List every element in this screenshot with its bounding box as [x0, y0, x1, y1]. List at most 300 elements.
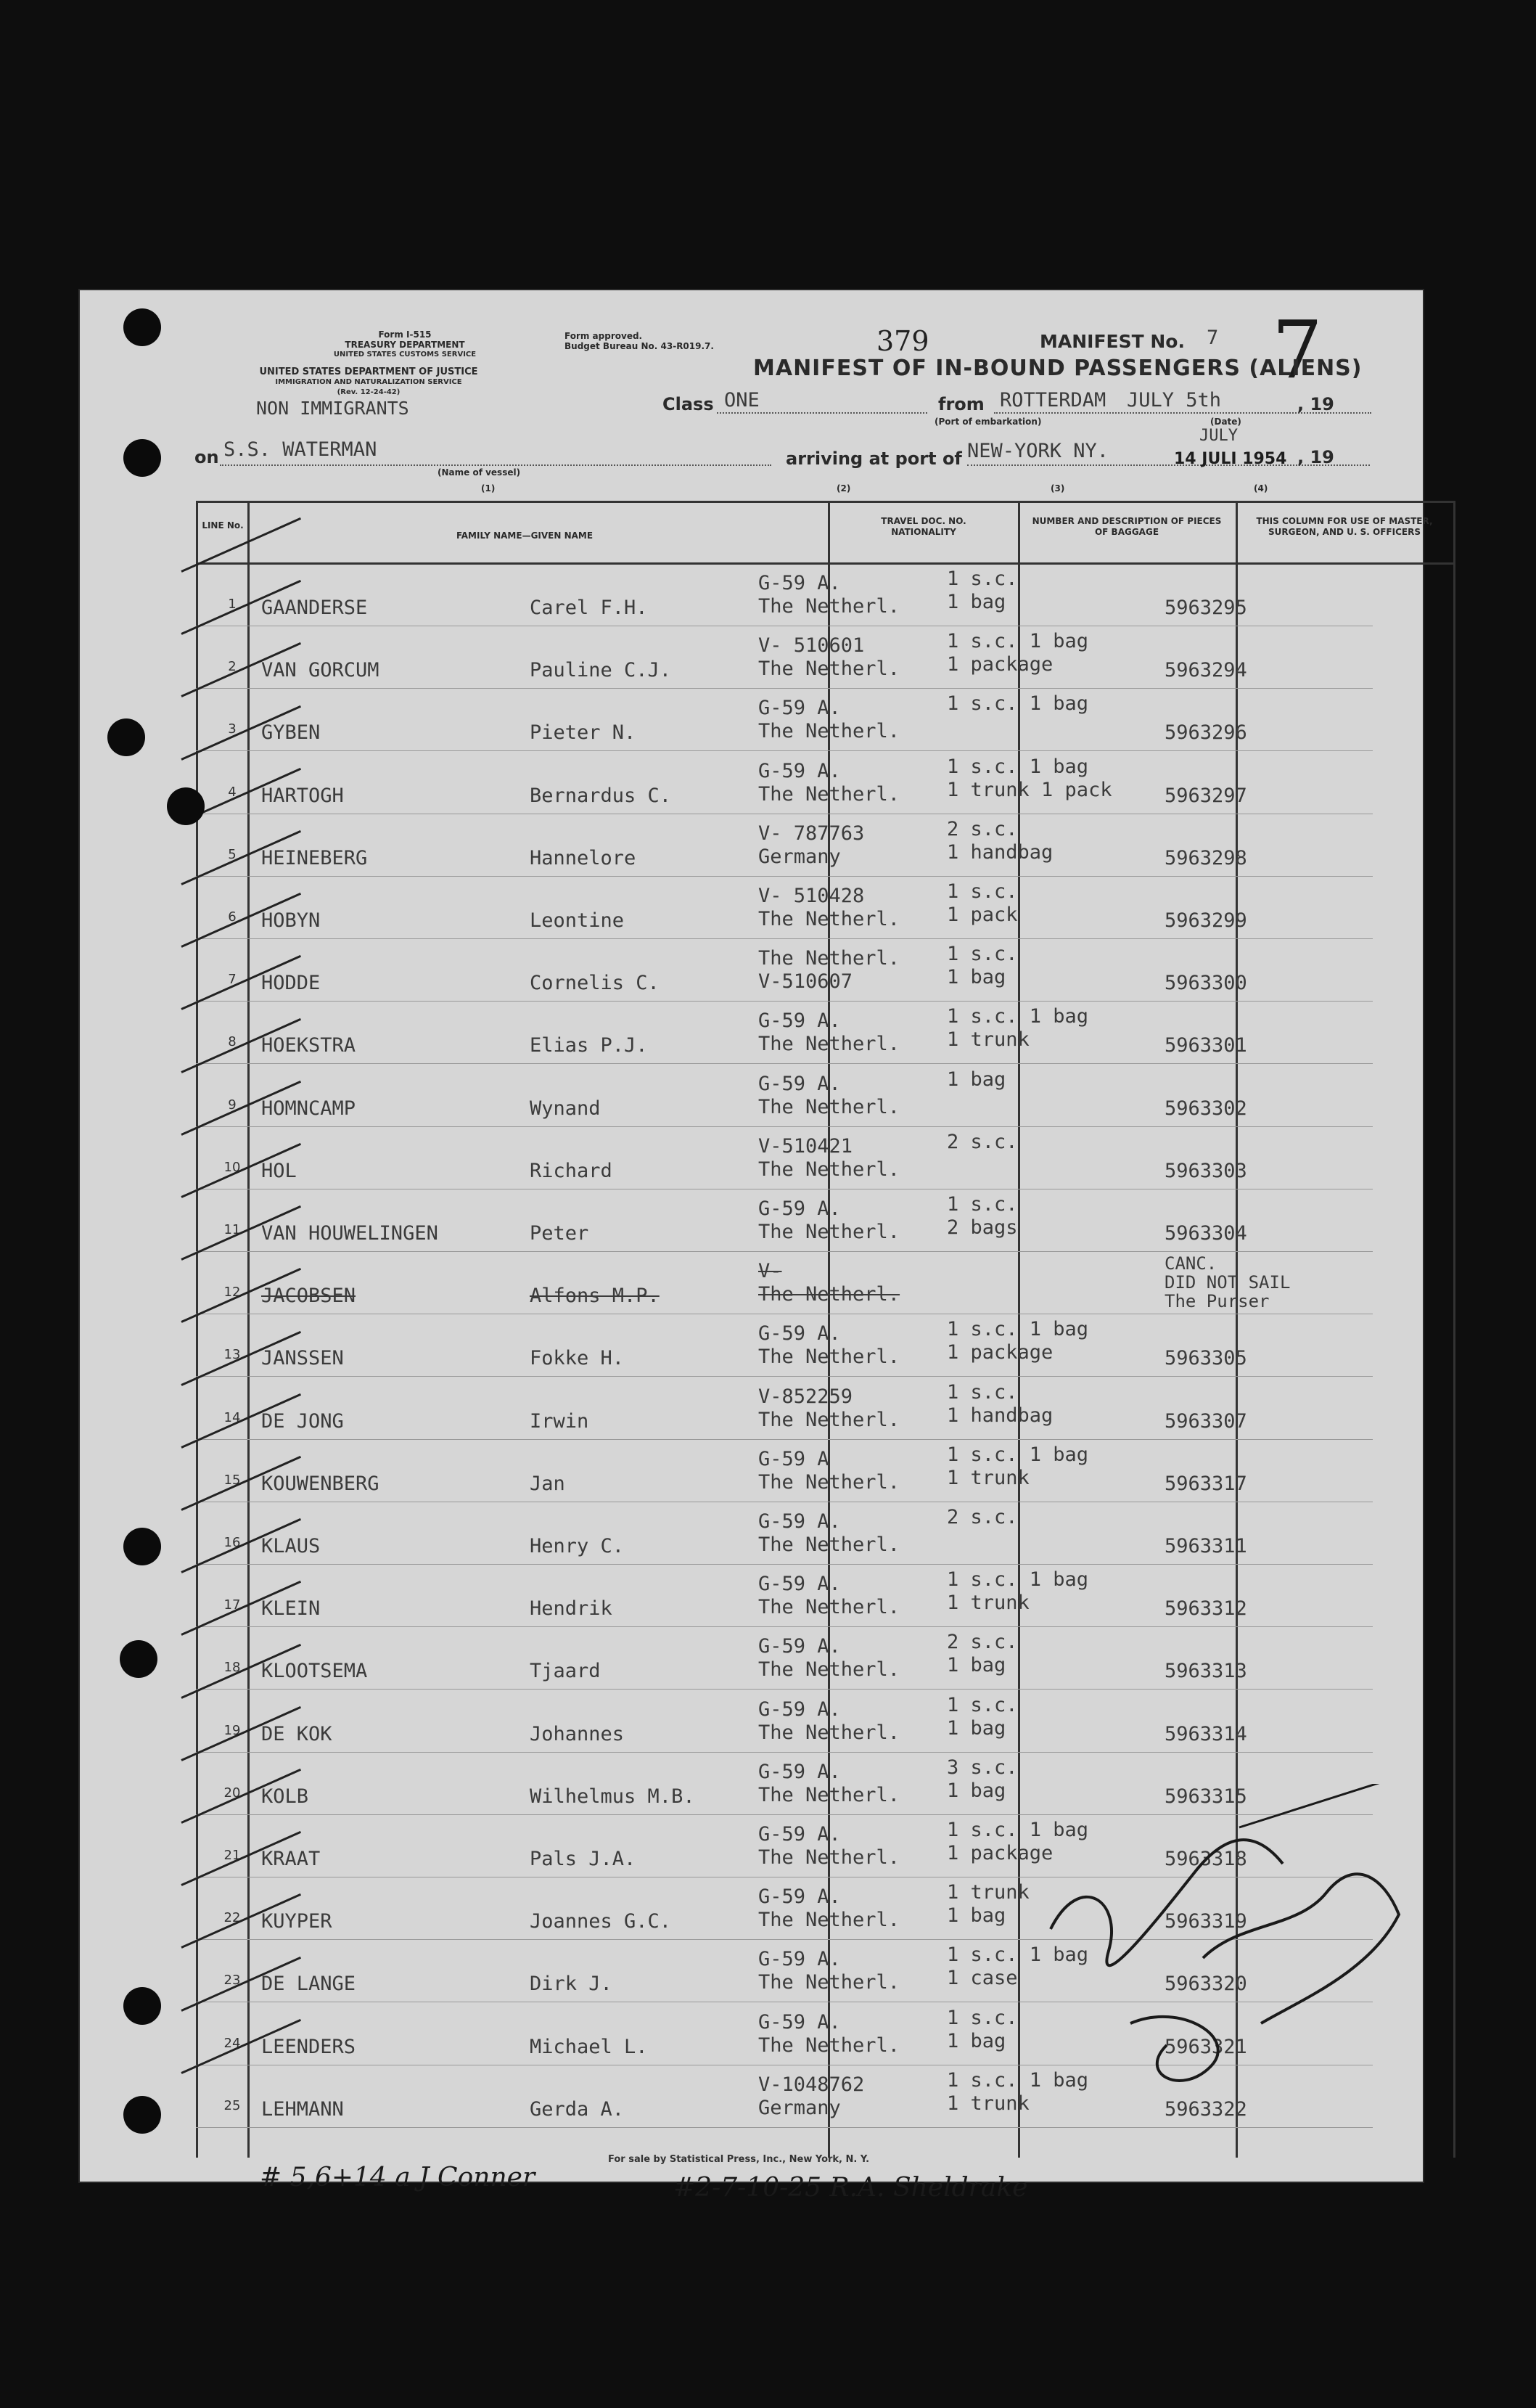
- binder-hole: [123, 1987, 161, 2025]
- officer-number: 5963297: [1165, 784, 1247, 807]
- line-number: 12: [223, 1285, 241, 1301]
- manifest-number: 7: [1207, 327, 1219, 349]
- family-name: GAANDERSE: [261, 597, 368, 619]
- baggage: [947, 1443, 1088, 1490]
- nationality: The Netherl.: [758, 658, 900, 681]
- baggage: [947, 880, 1018, 927]
- given-name: Gerda A.: [530, 2097, 625, 2121]
- year-label-2: , 19: [1297, 447, 1334, 467]
- baggage-line: 1 trunk: [947, 2092, 1030, 2115]
- table-row: [196, 876, 1373, 939]
- line-number: 18: [223, 1660, 241, 1676]
- baggage: [947, 943, 1018, 989]
- baggage: [947, 1381, 1053, 1428]
- baggage: [947, 568, 1018, 614]
- family-name: DE LANGE: [261, 1973, 356, 1996]
- travel-doc-number: G-59 A.: [758, 1510, 841, 1533]
- nationality: The Netherl.: [758, 1533, 900, 1556]
- binder-hole: [123, 2096, 161, 2134]
- line-number: 5: [228, 846, 237, 862]
- nationality: The Netherl.: [758, 2034, 900, 2057]
- travel-doc: [758, 697, 900, 743]
- officer-number: 5963299: [1165, 909, 1247, 932]
- line-number: 16: [223, 1535, 241, 1550]
- travel-doc-number: G-59 A.: [758, 1698, 841, 1721]
- officer-number: 5963313: [1165, 1660, 1247, 1683]
- baggage-line: 1 bag: [947, 1068, 1006, 1091]
- table-row: [196, 1189, 1373, 1252]
- baggage-line: 1 bag: [947, 1654, 1006, 1677]
- officer-number: 5963298: [1165, 846, 1247, 869]
- baggage-line: 2 s.c.: [947, 1130, 1018, 1153]
- line-number: 20: [223, 1785, 241, 1801]
- baggage-line: 1 package: [947, 653, 1054, 676]
- officer-number: 5963319: [1165, 1910, 1247, 1933]
- travel-doc: [758, 1135, 900, 1182]
- arrival-port: NEW-YORK NY.: [967, 440, 1109, 462]
- travel-doc: [758, 1698, 900, 1745]
- form-approved: Form approved.: [564, 331, 643, 341]
- nationality: The Netherl.: [758, 720, 900, 743]
- given-name: Carel F.H.: [530, 597, 648, 619]
- nationality: The Netherl.: [758, 782, 900, 806]
- baggage-line: 1 package: [947, 1842, 1054, 1864]
- nationality: Germany: [758, 845, 841, 868]
- officer-number: 5963318: [1165, 1848, 1247, 1870]
- table-row: [196, 1001, 1373, 1064]
- travel-doc-number: G-59 A.: [758, 1885, 841, 1909]
- line-number: 25: [223, 2097, 241, 2113]
- travel-doc: [758, 2011, 900, 2057]
- table-row: [196, 1251, 1373, 1314]
- travel-doc-number: G-59 A.: [758, 572, 841, 594]
- officer-number: 5963314: [1165, 1722, 1247, 1745]
- officer-number: 5963322: [1165, 2097, 1247, 2121]
- travel-doc-number: V- 510601: [758, 634, 865, 658]
- travel-doc-number: G-59 A.: [758, 1010, 841, 1033]
- line-number: 22: [223, 1910, 241, 1926]
- caption-3: (3): [1051, 483, 1065, 494]
- table-row: [196, 814, 1373, 877]
- baggage-line: 1 bag: [947, 591, 1006, 613]
- baggage-line: 1 s.c. 1 bag: [947, 1318, 1089, 1341]
- family-name: GYBEN: [261, 721, 321, 745]
- family-name: DE KOK: [261, 1722, 332, 1745]
- baggage: [947, 630, 1088, 676]
- officer-number: 5963312: [1165, 1597, 1247, 1621]
- line-number: 7: [228, 972, 237, 988]
- travel-doc-number: G-59 A.: [758, 697, 841, 720]
- table-row: [196, 1502, 1373, 1565]
- printer-credit: For sale by Statistical Press, Inc., New York, N. Y.: [608, 2154, 870, 2165]
- travel-doc-number: G-59 A.: [758, 1823, 841, 1846]
- binder-hole: [123, 308, 161, 346]
- family-name: JANSSEN: [261, 1347, 344, 1370]
- given-name: Bernardus C.: [530, 784, 672, 807]
- class-label: Class: [662, 394, 714, 414]
- on-label: on: [194, 447, 219, 467]
- baggage-line: 1 s.c.: [947, 943, 1018, 966]
- table-row: [196, 1626, 1373, 1690]
- travel-doc-number: G-59 A.: [758, 1322, 841, 1346]
- table-row: [196, 688, 1373, 751]
- line-number: 2: [228, 659, 237, 675]
- table-row: [196, 1439, 1373, 1502]
- line-number: 11: [223, 1222, 241, 1237]
- officer-number: 5963300: [1165, 972, 1247, 995]
- baggage-line: 1 handbag: [947, 1404, 1054, 1427]
- caption-4: (4): [1254, 483, 1268, 494]
- baggage-line: 2 bags: [947, 1216, 1018, 1239]
- travel-doc: [758, 1510, 900, 1557]
- given-name: Tjaard: [530, 1660, 601, 1683]
- given-name: Hendrik: [530, 1597, 612, 1621]
- family-name: KUYPER: [261, 1910, 332, 1933]
- family-name: VAN HOUWELINGEN: [261, 1222, 438, 1245]
- family-name: KLOOTSEMA: [261, 1660, 368, 1683]
- given-name: Richard: [530, 1159, 612, 1182]
- baggage-line: [947, 1529, 1018, 1552]
- family-name: HOL: [261, 1159, 297, 1182]
- travel-doc: [758, 1635, 900, 1682]
- baggage-line: 1 trunk: [947, 1592, 1030, 1615]
- travel-doc: [758, 1573, 900, 1619]
- travel-doc-number: G-59 A.: [758, 1573, 841, 1596]
- travel-doc: [758, 885, 900, 931]
- given-name: Leontine: [530, 909, 625, 932]
- line-number: 19: [223, 1722, 241, 1738]
- col-name: FAMILY NAME—GIVEN NAME: [456, 531, 594, 541]
- customs-label: UNITED STATES CUSTOMS SERVICE: [333, 351, 477, 359]
- officer-number: 5963294: [1165, 659, 1247, 682]
- handwritten-note-right: #2-7-10-25 R.A. Sheldrake: [673, 2173, 1028, 2203]
- line-number: 13: [223, 1347, 241, 1363]
- family-name: VAN GORCUM: [261, 659, 379, 682]
- nationality: The Netherl.: [758, 595, 900, 618]
- binder-hole: [123, 439, 161, 477]
- given-name: Elias P.J.: [530, 1034, 648, 1057]
- baggage: [947, 1756, 1018, 1803]
- baggage-line: 1 s.c. 1 bag: [947, 2068, 1089, 2092]
- nationality: The Netherl.: [758, 908, 900, 930]
- nationality: The Netherl.: [758, 1095, 900, 1118]
- baggage-line: 2 s.c.: [947, 817, 1018, 840]
- travel-doc-number: V-510421: [758, 1134, 853, 1158]
- inspector-signature: [1022, 1784, 1428, 2103]
- officer-number: 5963311: [1165, 1535, 1247, 1557]
- travel-doc-number: G-59 A.: [758, 759, 841, 782]
- given-name: Pieter N.: [530, 721, 636, 745]
- travel-doc-number: G-59 A.: [758, 1072, 841, 1095]
- family-name: LEHMANN: [261, 2097, 344, 2121]
- officer-number: 5963307: [1165, 1409, 1247, 1433]
- travel-doc: [758, 822, 864, 869]
- line-number: 4: [228, 784, 237, 800]
- nationality: The Netherl.: [758, 1658, 900, 1682]
- baggage: [947, 1193, 1018, 1240]
- given-name: Joannes G.C.: [530, 1910, 672, 1933]
- col-officers: THIS COLUMN FOR USE OF MASTER, SURGEON, AND U. S. OFFICERS: [1256, 516, 1433, 537]
- baggage-line: 1 s.c. 1 bag: [947, 692, 1089, 716]
- treasury-label: TREASURY DEPARTMENT: [345, 340, 465, 350]
- baggage-line: 1 case: [947, 1967, 1018, 1990]
- family-name: HOEKSTRA: [261, 1034, 356, 1057]
- baggage: [947, 818, 1053, 864]
- ins-label: IMMIGRATION AND NATURALIZATION SERVICE: [275, 378, 462, 386]
- given-name: Cornelis C.: [530, 972, 660, 995]
- family-name: HEINEBERG: [261, 846, 368, 869]
- travel-doc-number: G-59 A.: [758, 1760, 841, 1783]
- line-number: 17: [223, 1597, 241, 1613]
- travel-doc: [758, 1010, 900, 1056]
- officer-number: 5963301: [1165, 1034, 1247, 1057]
- baggage-line: 3 s.c.: [947, 1756, 1018, 1779]
- given-name: Alfons M.P.: [530, 1285, 660, 1308]
- form-number: Form I-515: [378, 329, 432, 340]
- justice-label: UNITED STATES DEPARTMENT OF JUSTICE: [259, 366, 478, 377]
- nationality: The Netherl.: [758, 1846, 900, 1869]
- officer-number: 5963295: [1165, 597, 1247, 619]
- travel-doc-number: G-59 A.: [758, 1948, 841, 1971]
- baggage-line: 1 bag: [947, 2029, 1006, 2052]
- table-row: [196, 1377, 1373, 1440]
- nationality: The Netherl.: [758, 1408, 900, 1431]
- travel-doc: [758, 634, 900, 681]
- officer-number: 5963315: [1165, 1785, 1247, 1808]
- baggage-line: 1 bag: [947, 966, 1006, 989]
- year-label-1: , 19: [1297, 394, 1334, 414]
- travel-doc-number: V-1048762: [758, 2073, 865, 2096]
- baggage: [947, 1068, 1006, 1115]
- given-name: Peter: [530, 1222, 589, 1245]
- given-name: Henry C.: [530, 1535, 625, 1557]
- given-name: Hannelore: [530, 846, 636, 869]
- vessel-name: S.S. WATERMAN: [223, 438, 377, 461]
- baggage-line: 1 pack: [947, 904, 1018, 926]
- baggage-line: 1 package: [947, 1341, 1054, 1364]
- baggage-line: 1 s.c. 1 bag: [947, 1443, 1089, 1466]
- family-name: HARTOGH: [261, 784, 344, 807]
- baggage-line: 1 handbag: [947, 840, 1054, 864]
- travel-doc-number: G-59 A: [758, 1447, 829, 1470]
- nationality: The Netherl.: [758, 1783, 900, 1806]
- baggage-line: 1 s.c.: [947, 880, 1018, 903]
- officer-number: CANC. DID NOT SAIL The Purser: [1165, 1253, 1291, 1312]
- binder-hole: [107, 718, 145, 756]
- officer-number: 5963303: [1165, 1159, 1247, 1182]
- travel-doc: [758, 1073, 900, 1119]
- family-name: JACOBSEN: [261, 1285, 356, 1308]
- date-caption: (Date): [1210, 417, 1241, 427]
- line-number: 15: [223, 1472, 241, 1488]
- page-number: 379: [876, 325, 929, 357]
- arriving-label: arriving at port of: [786, 449, 962, 469]
- nationality: The Netherl.: [758, 1470, 900, 1494]
- family-name: KRAAT: [261, 1848, 321, 1870]
- baggage-line: 1 s.c. 1 bag: [947, 1005, 1089, 1028]
- vessel-caption: (Name of vessel): [438, 467, 521, 478]
- line-number: 6: [228, 909, 237, 925]
- travel-doc: [758, 1385, 900, 1432]
- travel-doc: [758, 947, 900, 994]
- table-row: [196, 1064, 1373, 1127]
- baggage-line: 1 s.c.: [947, 2006, 1018, 2029]
- given-name: Pals J.A.: [530, 1848, 636, 1870]
- table-row: [196, 626, 1373, 689]
- nationality: V-510607: [758, 970, 853, 994]
- line-number: 3: [228, 721, 237, 737]
- baggage-line: 1 s.c.: [947, 568, 1018, 590]
- baggage-line: [947, 716, 1088, 739]
- travel-doc-number: G-59 A.: [758, 2010, 841, 2034]
- baggage-line: 1 trunk 1 pack: [947, 778, 1112, 801]
- given-name: Michael L.: [530, 2035, 648, 2058]
- col-baggage: NUMBER AND DESCRIPTION OF PIECES OF BAGGAGE: [1032, 516, 1222, 537]
- line-number: 14: [223, 1409, 241, 1425]
- binder-hole: [167, 787, 205, 825]
- travel-doc: [758, 1260, 900, 1306]
- given-name: Jan: [530, 1472, 565, 1495]
- line-number: 1: [228, 597, 237, 612]
- baggage: [947, 1506, 1018, 1552]
- baggage-line: 1 s.c.: [947, 1380, 1018, 1404]
- col-line-no: LINE No.: [202, 520, 244, 531]
- binder-hole: [120, 1640, 157, 1678]
- binder-hole: [123, 1528, 161, 1565]
- family-name: HOBYN: [261, 909, 321, 932]
- table-row: [196, 1690, 1373, 1753]
- family-name: KLAUS: [261, 1535, 321, 1557]
- officer-number: 5963304: [1165, 1222, 1247, 1245]
- baggage-line: [947, 1092, 1006, 1115]
- travel-doc-number: G-59 A.: [758, 1197, 841, 1220]
- table-row: [196, 751, 1373, 814]
- baggage-line: 1 bag: [947, 1779, 1006, 1802]
- travel-doc: [758, 1948, 900, 1994]
- baggage-line: 2 s.c.: [947, 1506, 1018, 1528]
- line-number: 10: [223, 1159, 241, 1175]
- handwritten-note-left: # 5,6+14 a J Conner: [260, 2163, 535, 2192]
- given-name: Johannes: [530, 1722, 625, 1745]
- baggage: [947, 1131, 1018, 1177]
- travel-doc-number: V- 787763: [758, 822, 865, 845]
- from-label: from: [938, 394, 985, 414]
- line-number: 24: [223, 2035, 241, 2051]
- line-number: 9: [228, 1097, 237, 1113]
- officer-number: 5963296: [1165, 721, 1247, 745]
- line-number: 23: [223, 1973, 241, 1989]
- travel-doc-number: V-: [758, 1260, 782, 1283]
- family-name: KOLB: [261, 1785, 309, 1808]
- table-row: [196, 1126, 1373, 1189]
- nationality: The Netherl.: [758, 1283, 900, 1306]
- given-name: Pauline C.J.: [530, 659, 672, 682]
- caption-2: (2): [837, 483, 851, 494]
- travel-doc-number: G-59 A.: [758, 1635, 841, 1658]
- family-name: KLEIN: [261, 1597, 321, 1621]
- given-name: Irwin: [530, 1409, 589, 1433]
- non-immigrants-label: NON IMMIGRANTS: [256, 398, 409, 419]
- nationality: The Netherl.: [758, 1221, 900, 1243]
- nationality: The Netherl.: [758, 1909, 900, 1932]
- travel-doc: [758, 1823, 900, 1870]
- family-name: LEENDERS: [261, 2035, 356, 2058]
- travel-doc-number: The Netherl.: [758, 947, 900, 970]
- embarkation-date: JULY 5th: [1127, 389, 1222, 411]
- baggage-line: 1 bag: [947, 1904, 1006, 1928]
- manifest-number-handwritten: 7: [1272, 303, 1323, 396]
- arrival-date-stamp: 14 JULI 1954: [1174, 450, 1287, 468]
- port-embark-caption: (Port of embarkation): [935, 417, 1042, 427]
- rev-label: (Rev. 12-24-42): [337, 388, 401, 396]
- baggage: [947, 692, 1088, 739]
- table-row: [196, 938, 1373, 1002]
- officer-number: 5963321: [1165, 2035, 1247, 2058]
- nationality: The Netherl.: [758, 1971, 900, 1994]
- baggage: [947, 1631, 1018, 1677]
- travel-doc: [758, 2073, 864, 2120]
- manifest-label: MANIFEST No.: [1040, 331, 1185, 352]
- nationality: The Netherl.: [758, 1346, 900, 1369]
- family-name: KOUWENBERG: [261, 1472, 379, 1495]
- baggage-line: [947, 1154, 1018, 1177]
- manifest-page: [78, 289, 1433, 2203]
- table-row: [196, 1314, 1373, 1377]
- embarkation-port: ROTTERDAM: [1000, 389, 1106, 411]
- baggage-line: 1 bag: [947, 1716, 1006, 1740]
- travel-doc: [758, 1197, 900, 1244]
- baggage: [947, 1318, 1088, 1364]
- nationality: The Netherl.: [758, 1033, 900, 1056]
- given-name: Dirk J.: [530, 1973, 612, 1996]
- baggage-line: 1 trunk: [947, 1466, 1030, 1489]
- travel-doc: [758, 1885, 900, 1932]
- page-title: MANIFEST OF IN-BOUND PASSENGERS (ALIENS): [753, 356, 1363, 381]
- line-number: 21: [223, 1848, 241, 1863]
- family-name: DE JONG: [261, 1409, 344, 1433]
- travel-doc: [758, 1761, 900, 1807]
- officer-number: 5963317: [1165, 1472, 1247, 1495]
- baggage-line: 1 s.c. 1 bag: [947, 755, 1089, 778]
- officer-number: 5963320: [1165, 1973, 1247, 1996]
- officer-number: 5963302: [1165, 1097, 1247, 1120]
- line-number: 8: [228, 1034, 237, 1050]
- family-name: HODDE: [261, 972, 321, 995]
- travel-doc: [758, 1448, 900, 1494]
- baggage: [947, 755, 1112, 802]
- given-name: Wynand: [530, 1097, 601, 1120]
- given-name: Fokke H.: [530, 1347, 625, 1370]
- officer-number: 5963305: [1165, 1347, 1247, 1370]
- travel-doc: [758, 1322, 900, 1369]
- baggage-line: 1 trunk: [947, 1881, 1030, 1904]
- table-row: [196, 1564, 1373, 1627]
- nationality: The Netherl.: [758, 1596, 900, 1619]
- class-value: ONE: [724, 389, 760, 411]
- baggage-line: 2 s.c.: [947, 1631, 1018, 1654]
- baggage-line: 1 trunk: [947, 1028, 1030, 1052]
- baggage: [947, 1568, 1088, 1615]
- travel-doc-number: V-852259: [758, 1385, 853, 1408]
- col-travel-doc: TRAVEL DOC. NO. NATIONALITY: [881, 516, 966, 537]
- baggage: [947, 2007, 1018, 2053]
- baggage-line: 1 s.c.: [947, 1693, 1018, 1716]
- baggage-line: 1 s.c.: [947, 1193, 1018, 1216]
- nationality: The Netherl.: [758, 1721, 900, 1744]
- baggage-line: 1 s.c. 1 bag: [947, 630, 1089, 653]
- caption-1: (1): [481, 483, 496, 494]
- baggage-line: 1 s.c. 1 bag: [947, 1819, 1089, 1841]
